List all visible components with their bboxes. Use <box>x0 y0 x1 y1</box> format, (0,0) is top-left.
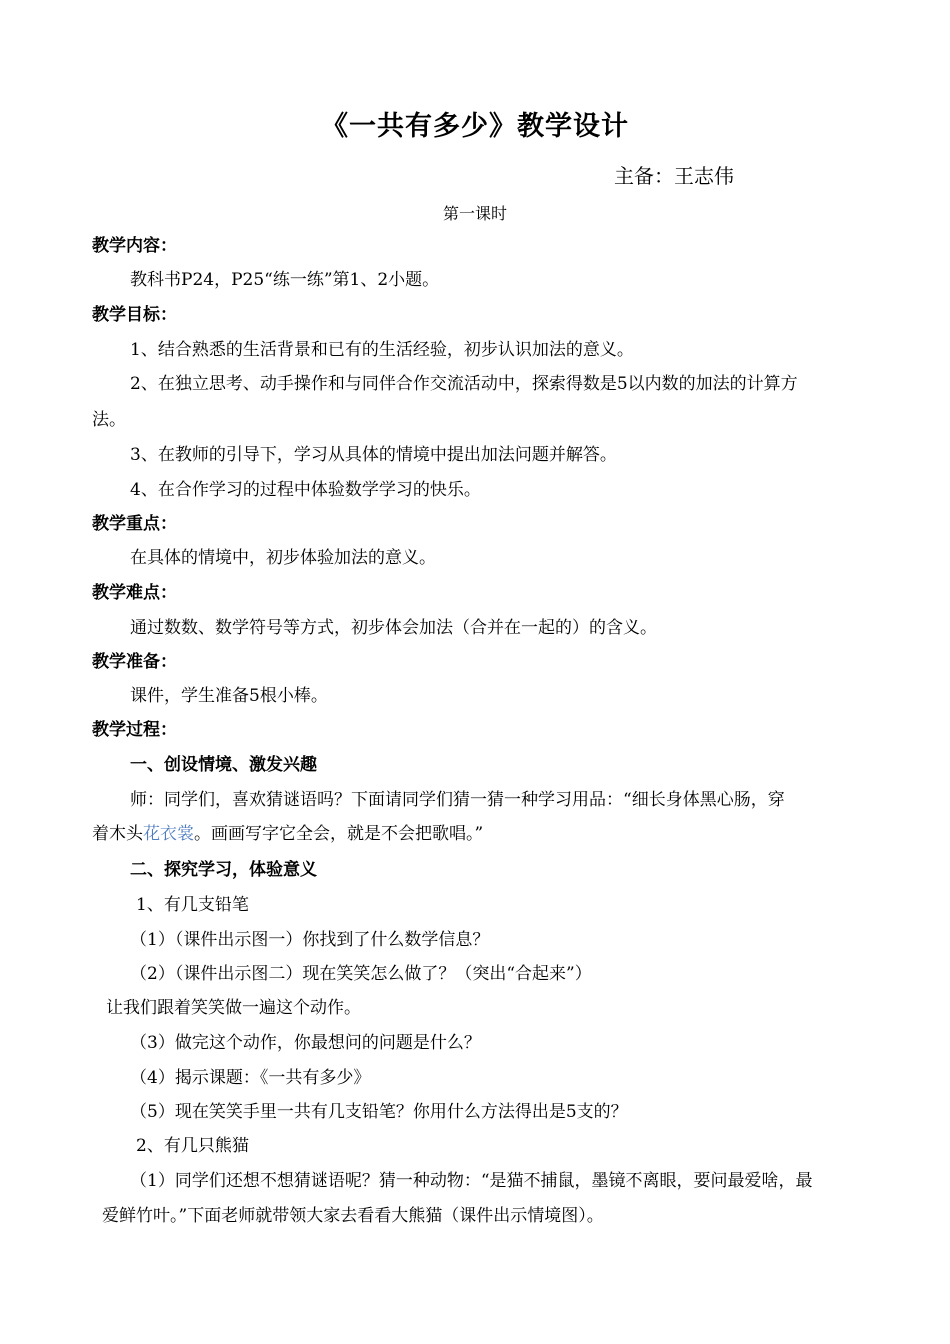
goal-3: 3、在教师的引导下，学习从具体的情境中提出加法问题并解答。 <box>130 445 617 465</box>
heading-goals: 教学目标： <box>92 305 177 325</box>
hyperlink-text[interactable]: 花衣裳 <box>143 824 194 844</box>
goal-1: 1、结合熟悉的生活背景和已有的生活经验，初步认识加法的意义。 <box>130 340 634 360</box>
riddle-line-2-start: 着木头 <box>92 824 143 844</box>
section-2-heading: 二、探究学习，体验意义 <box>130 860 317 880</box>
author-line: 主备：王志伟 <box>614 164 734 188</box>
document-title: 《一共有多少》教学设计 <box>321 111 629 142</box>
item-1-step-2-continued: 让我们跟着笑笑做一遍这个动作。 <box>106 998 361 1018</box>
content-text: 教科书P24，P25“练一练”第1、2小题。 <box>130 270 440 290</box>
item-1-step-1: （1）（课件出示图一）你找到了什么数学信息？ <box>130 930 490 950</box>
riddle-line-2-end: 。画画写字它全会，就是不会把歌唱。” <box>194 824 484 844</box>
heading-process: 教学过程： <box>92 720 177 740</box>
section-1-heading: 一、创设情境、激发兴趣 <box>130 755 317 775</box>
riddle-line-2 <box>92 822 483 846</box>
item-1-step-4: （4）揭示课题：《一共有多少》 <box>130 1068 371 1088</box>
item-1-step-2: （2）（课件出示图二）现在笑笑怎么做了？（突出“合起来”） <box>130 964 592 984</box>
item-1-step-5: （5）现在笑笑手里一共有几支铅笔？你用什么方法得出是5支的？ <box>130 1102 628 1122</box>
item-2-step-1-line-2: 爱鲜竹叶。”下面老师就带领大家去看看大熊猫（课件出示情境图）。 <box>102 1206 604 1226</box>
item-2-step-1-line-1: （1）同学们还想不想猜谜语呢？猜一种动物：“是猫不捕鼠，墨镜不离眼，要问最爱啥，最 <box>130 1171 813 1191</box>
heading-key-points: 教学重点： <box>92 514 177 534</box>
item-1-step-3: （3）做完这个动作，你最想问的问题是什么？ <box>130 1033 481 1053</box>
goal-2-line-2: 法。 <box>92 410 126 430</box>
heading-content: 教学内容： <box>92 236 177 256</box>
preparation-text: 课件，学生准备5根小棒。 <box>130 686 328 706</box>
item-2-heading: 2、有几只熊猫 <box>136 1136 249 1156</box>
difficulties-text: 通过数数、数学符号等方式，初步体会加法（合并在一起的）的含义。 <box>130 618 657 638</box>
heading-preparation: 教学准备： <box>92 652 177 672</box>
lesson-subtitle: 第一课时 <box>442 204 507 223</box>
riddle-line-1: 师：同学们，喜欢猜谜语吗？下面请同学们猜一猜一种学习用品：“细长身体黑心肠，穿 <box>130 790 785 810</box>
goal-2-line-1: 2、在独立思考、动手操作和与同伴合作交流活动中，探索得数是5以内数的加法的计算方 <box>130 374 798 394</box>
item-1-heading: 1、有几支铅笔 <box>136 895 249 915</box>
key-points-text: 在具体的情境中，初步体验加法的意义。 <box>130 548 436 568</box>
heading-difficulties: 教学难点： <box>92 583 177 603</box>
goal-4: 4、在合作学习的过程中体验数学学习的快乐。 <box>130 480 481 500</box>
